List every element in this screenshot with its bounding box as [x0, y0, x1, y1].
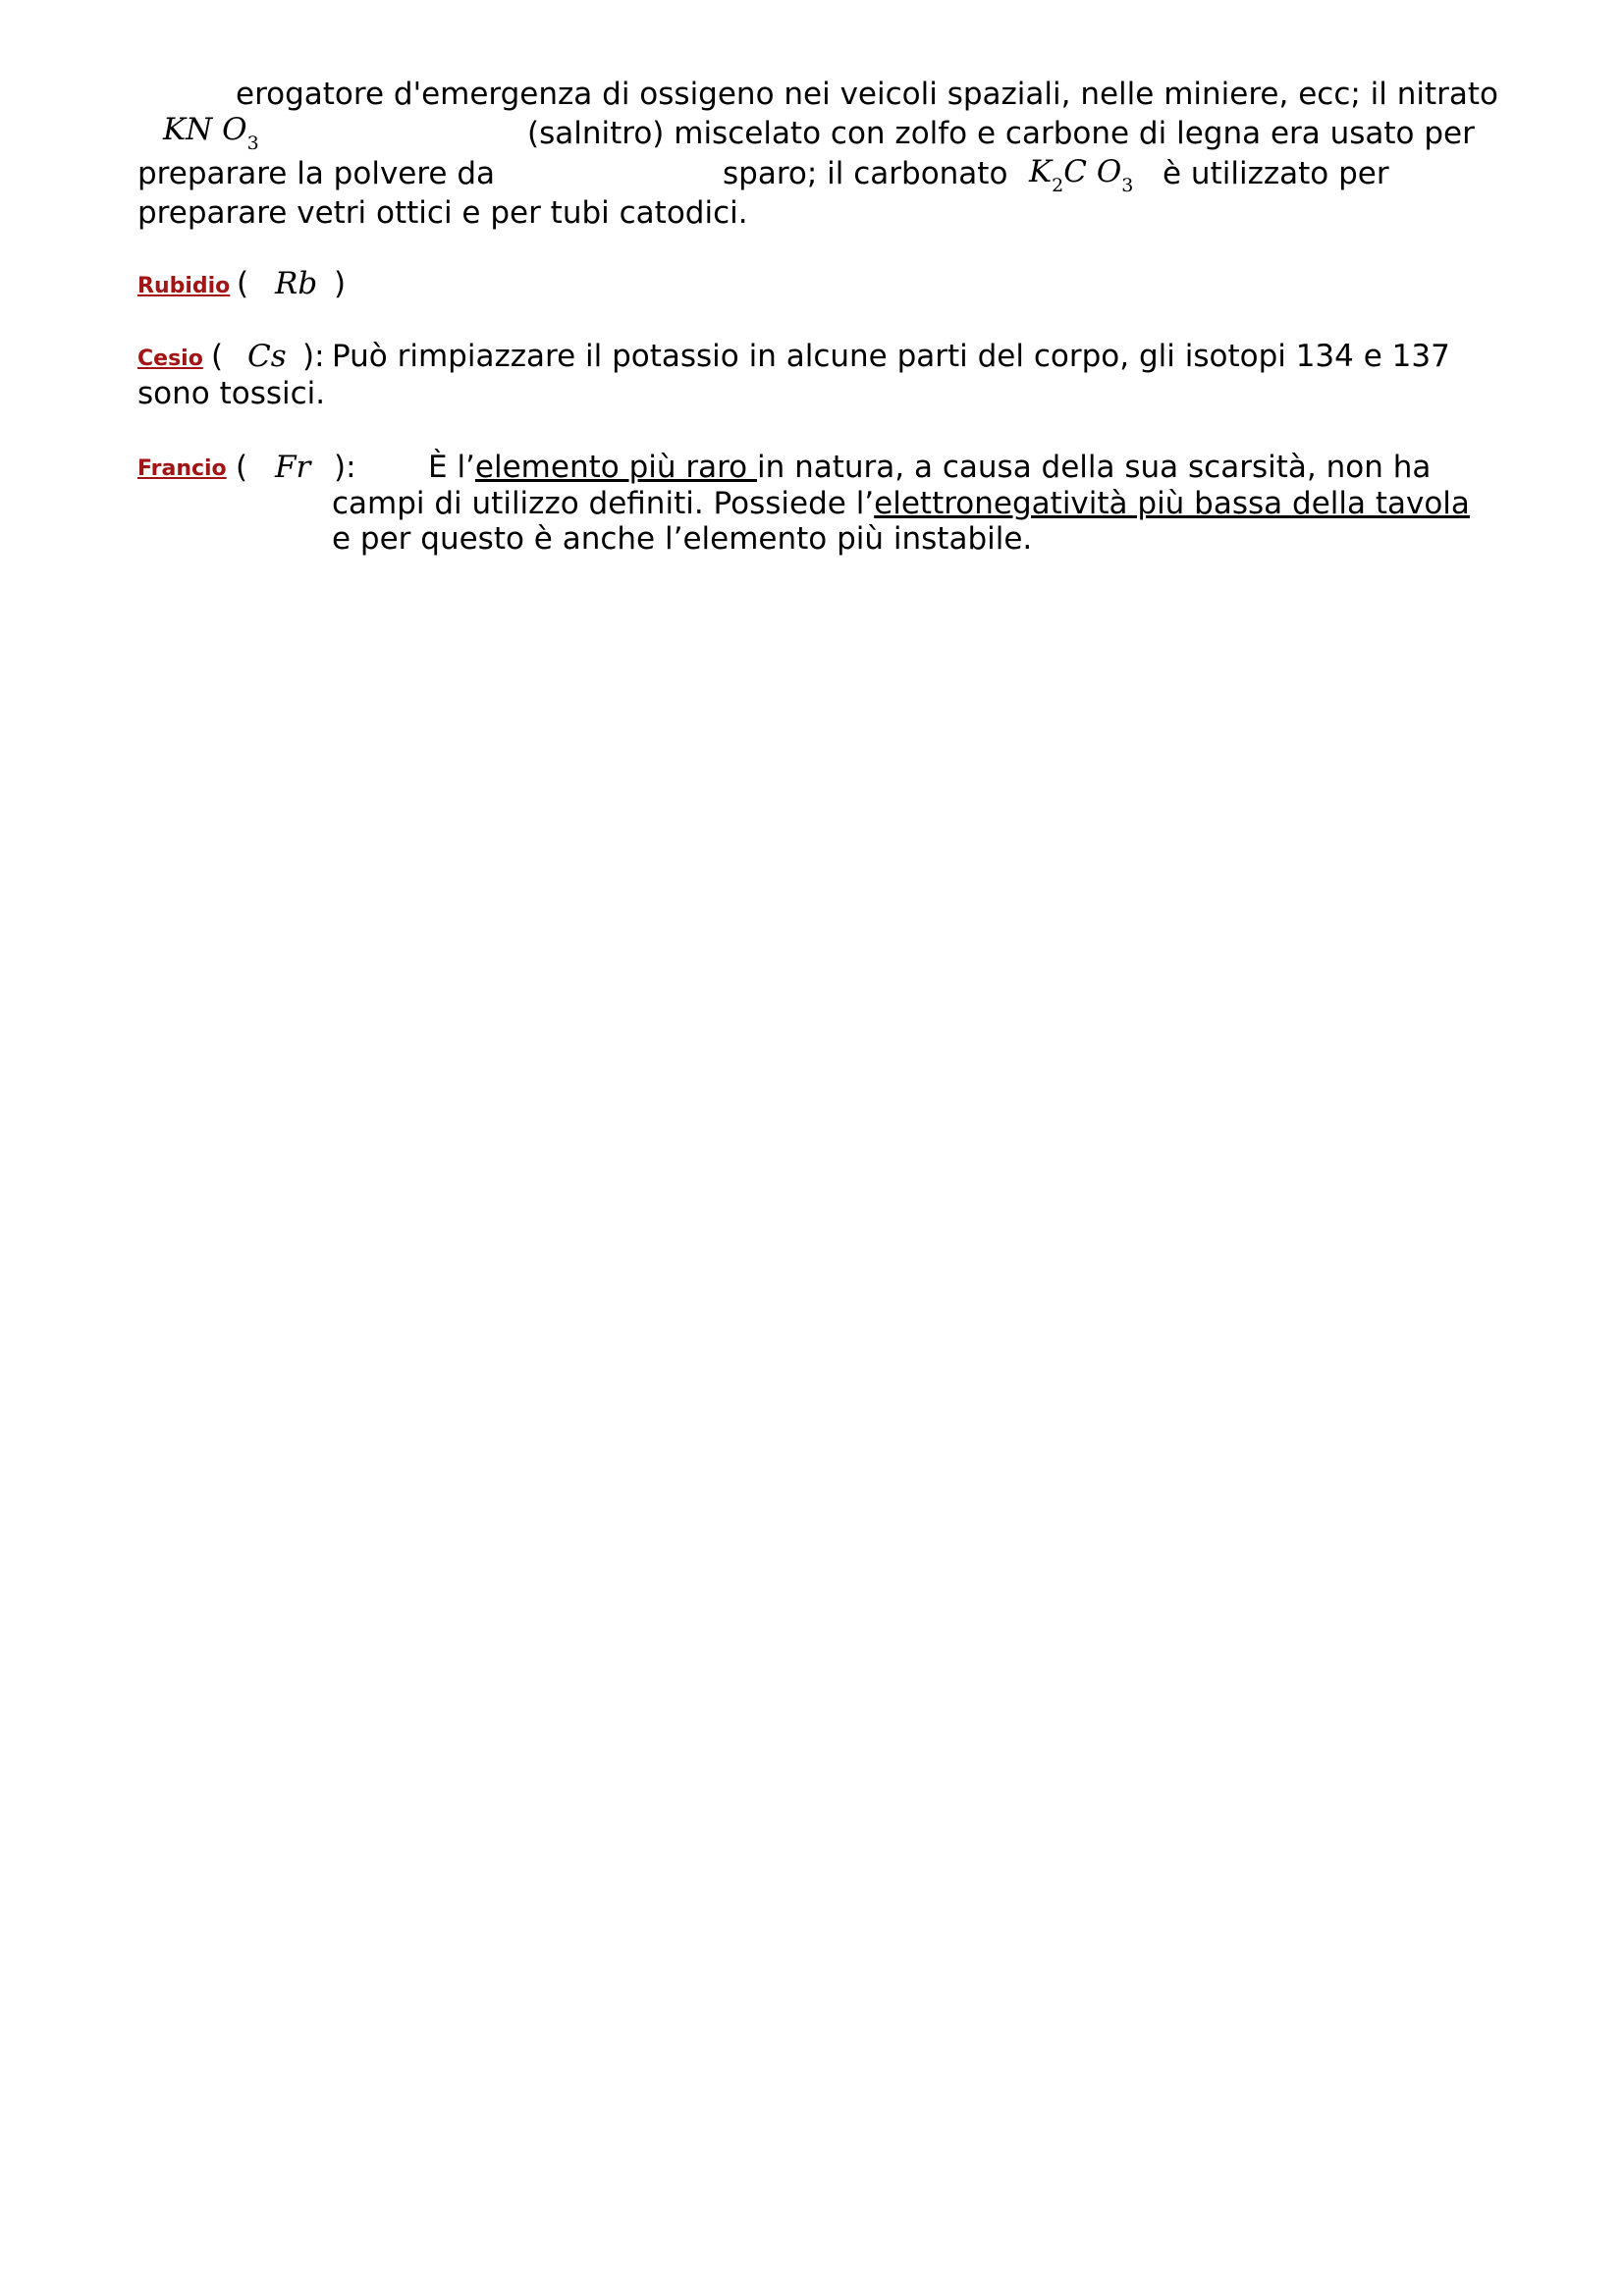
- cesio-symbol: Cs: [247, 339, 287, 374]
- rubidio-symbol: Rb: [275, 266, 318, 301]
- francio-symbol: Fr: [275, 450, 311, 485]
- potassio-line-1: erogatore d'emergenza di ossigeno nei veicoli spaziali, nelle miniere, ecc; il nitrato: [236, 77, 1499, 112]
- francio-close-paren: ):: [334, 450, 356, 485]
- link-elemento-piu-raro[interactable]: elemento più raro: [474, 450, 757, 485]
- potassio-line-3b: sparo; il carbonato: [723, 156, 1008, 191]
- formula-k2co3: $K_2C$ $O_3$: [1029, 154, 1134, 196]
- francio-text-line-1: È l’elemento più raro in natura, a causa della sua scarsità, non ha: [428, 450, 1432, 485]
- francio-text-line-3: e per questo è anche l’elemento più instabile.: [332, 521, 1033, 557]
- rubidio-close-paren: ): [334, 266, 347, 301]
- rubidio-link[interactable]: Rubidio: [137, 274, 231, 298]
- rubidio-open-paren: (: [237, 266, 249, 301]
- francio-open-paren: (: [236, 450, 248, 485]
- link-elettronegativita[interactable]: elettronegatività più bassa della tavola: [874, 486, 1470, 521]
- cesio-link[interactable]: Cesio: [137, 347, 203, 371]
- potassio-line-3c: è utilizzato per: [1163, 156, 1389, 191]
- potassio-line-4: preparare vetri ottici e per tubi catodici.: [137, 195, 748, 231]
- cesio-text-line-2: sono tossici.: [137, 376, 326, 411]
- cesio-close-paren: ):: [302, 339, 325, 374]
- formula-kno3: KN $O_3$: [163, 112, 259, 154]
- francio-link[interactable]: Francio: [137, 456, 227, 481]
- potassio-line-2: (salnitro) miscelato con zolfo e carbone di legna era usato per: [527, 116, 1475, 151]
- francio-text-line-2: campi di utilizzo definiti. Possiede l’elettronegatività più bassa della tavola: [332, 486, 1470, 521]
- cesio-open-paren: (: [211, 339, 224, 374]
- potassio-line-3a: preparare la polvere da: [137, 156, 496, 191]
- cesio-text-line-1: Può rimpiazzare il potassio in alcune parti del corpo, gli isotopi 134 e 137: [332, 339, 1450, 374]
